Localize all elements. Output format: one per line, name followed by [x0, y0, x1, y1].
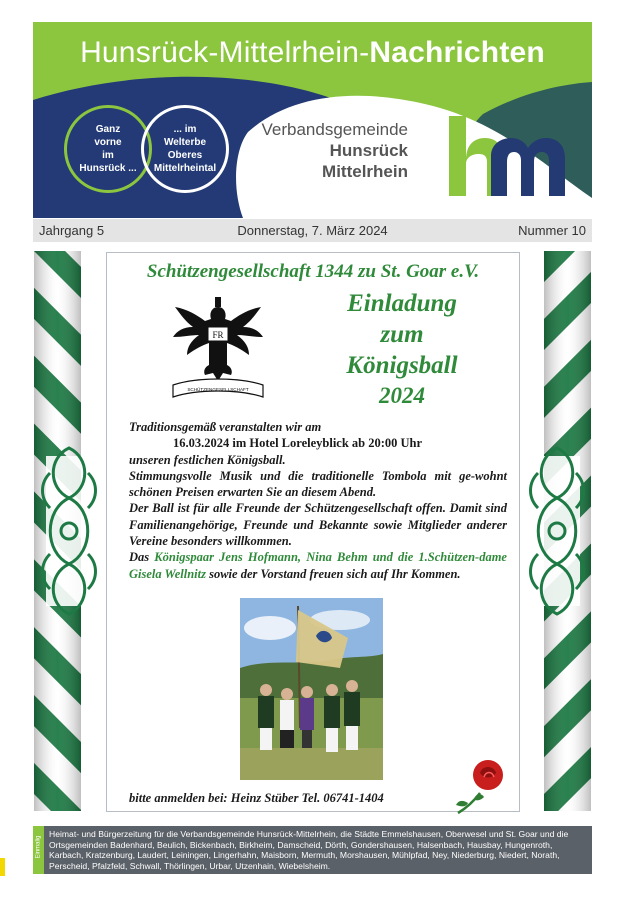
- body-line-1: Traditionsgemäß veranstalten wir am: [129, 420, 322, 434]
- issue-date: Donnerstag, 7. März 2024: [237, 223, 388, 238]
- body-paragraph-music: Stimmungsvolle Musik und die traditionelle Tombola mit ge-wohnt schönen Preisen erwarten Sie an diesem Abend.: [129, 468, 507, 500]
- footer-accent-strip: [33, 826, 44, 874]
- body-paragraph-hosts: [129, 549, 507, 582]
- invitation-card: [106, 252, 520, 812]
- footer-banner: [33, 826, 592, 874]
- left-ornament: [38, 438, 100, 624]
- vg-label-line1: Verbandsgemeinde: [261, 120, 408, 139]
- group-photo: [240, 598, 383, 780]
- hm-logo: [445, 114, 575, 204]
- yellow-page-marker: [0, 858, 5, 876]
- club-title: Schützengesellschaft 1344 zu St. Goar e.V.: [146, 261, 480, 282]
- rsvp-contact: bitte anmelden bei: Heinz Stüber Tel. 06741-1404: [129, 791, 384, 805]
- event-details: 16.03.2024 im Hotel Loreleyblick ab 20:00 Uhr: [173, 436, 423, 451]
- invitation-year: 2024: [379, 383, 425, 408]
- hosts-intro: Das: [129, 550, 155, 565]
- invitation-heading-3: Königsball: [346, 352, 458, 379]
- invitation-body: [129, 419, 507, 582]
- body-paragraph-guests: Der Ball ist für alle Freunde der Schützengesellschaft offen. Damit sind Familienangehörige, Freunde und Bekannte sowie Mitglieder anderer Vereine besonders willkommen.: [129, 501, 507, 549]
- vg-label-line3: Mittelrhein: [322, 162, 408, 181]
- footer-description: Heimat- und Bürgerzeitung für die Verbandsgemeinde Hunsrück-Mittelrhein, die Städte Emmelshausen, Oberwesel und St. Goar und die Ortsgemeinden Badenhard, Beulich, Bickenbach, Birkheim, Damscheid, Dörth, Gondershausen, Halsenbach, Hausbay, Hungenroth, Karbach, Kratzenburg, Laudert, Leiningen, Lingerhahn, Maisborn, Mermuth, Morshausen, Mühlpfad, Ney, Niederburg, Niedert, Norath, Perscheid, Pfalzfeld, Schwall, Thörlingen, Urbar, Utzenhain, Wiebelsheim.: [49, 829, 569, 871]
- footer-strip-label: Einmalig: [35, 835, 42, 859]
- slogan-circle-left: [64, 105, 152, 193]
- eagle-emblem-icon: [167, 293, 269, 403]
- hosts-closing: sowie der Vorstand freuen sich auf Ihr Kommen.: [205, 566, 461, 581]
- slogan-circle-right: [141, 105, 229, 193]
- royal-couple-names: Königspaar Jens Hofmann, Nina Behm und die 1.Schützen-dame Gisela Wellnitz: [129, 550, 507, 581]
- newspaper-title: [33, 36, 592, 70]
- issue-number: Nummer 10: [518, 223, 586, 238]
- issue-volume: Jahrgang 5: [39, 223, 105, 238]
- svg-text:SCHÜTZENGESELLSCHAFT: SCHÜTZENGESELLSCHAFT: [187, 387, 249, 392]
- issue-info-bar: [33, 219, 592, 242]
- invitation-heading-1: Einladung: [347, 290, 457, 317]
- svg-text:FR: FR: [212, 330, 224, 340]
- right-ornament: [526, 438, 588, 624]
- vg-label-line2: Hunsrück: [329, 141, 408, 160]
- masthead: [33, 22, 592, 218]
- title-bold: Nachrichten: [369, 36, 545, 69]
- invitation-heading-2: zum: [380, 321, 424, 348]
- title-regular: Hunsrück-Mittelrhein-: [80, 36, 370, 69]
- red-rose-icon: [450, 755, 510, 815]
- slogan-right-text: ... im Welterbe Oberes Mittelrheintal: [153, 124, 217, 174]
- slogan-left-text: Ganz vorne im Hunsrück ...: [79, 124, 137, 174]
- body-line-3: unseren festlichen Königsball.: [129, 452, 286, 467]
